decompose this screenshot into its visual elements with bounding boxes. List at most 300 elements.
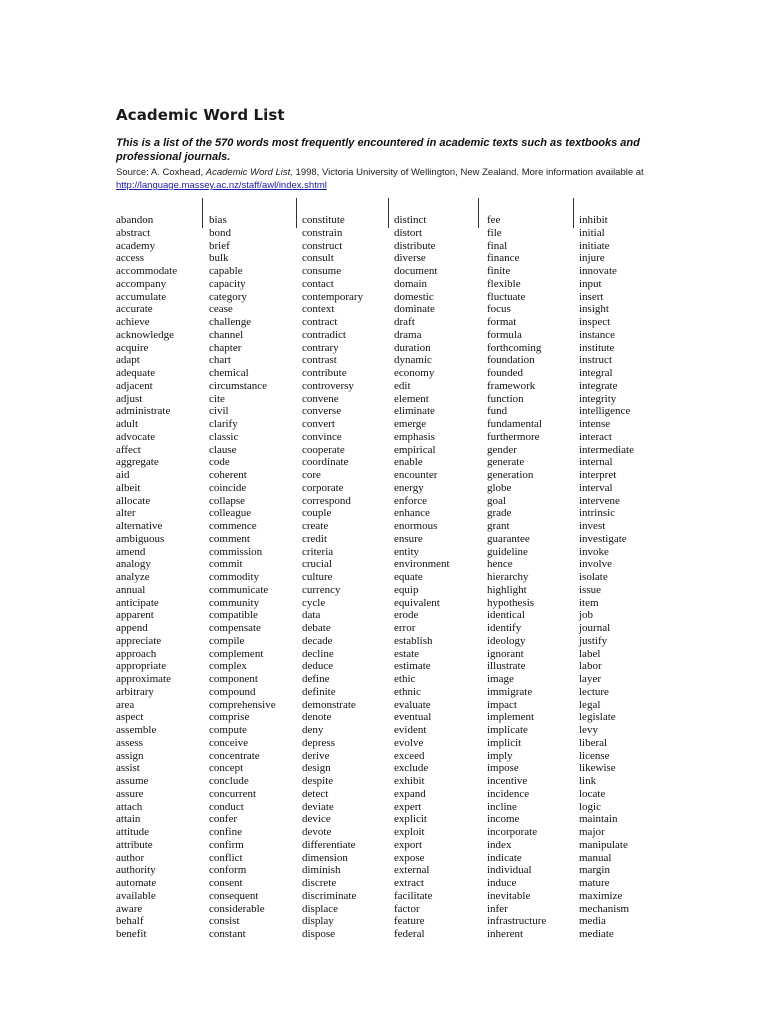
word-list-item: appreciate	[116, 634, 162, 647]
word-list-item: authority	[116, 864, 156, 877]
word-list-item: estate	[394, 647, 420, 660]
word-list-item: amend	[116, 545, 146, 558]
word-list-item: energy	[394, 481, 424, 494]
word-list-item: ideology	[487, 634, 526, 647]
word-list-item: format	[487, 316, 517, 328]
word-list-item: coherent	[209, 469, 247, 481]
word-list-item: confirm	[209, 838, 244, 851]
word-list-item: albeit	[116, 481, 141, 494]
word-list-item: displace	[302, 902, 339, 915]
word-list-item: incidence	[487, 787, 530, 800]
word-list-item: expand	[394, 787, 426, 800]
word-list-item: integrate	[579, 379, 618, 392]
word-list-item: commit	[209, 558, 243, 571]
word-list-item: inspect	[579, 316, 611, 328]
word-list-item: estimate	[394, 660, 431, 673]
word-list-item: levy	[579, 724, 598, 736]
word-list-item: civil	[209, 405, 229, 418]
word-list-item: criteria	[302, 545, 334, 558]
word-list-item: differentiate	[302, 838, 356, 851]
word-list-item: dominate	[394, 303, 435, 316]
word-list-item: collapse	[209, 494, 246, 507]
word-list-item: enable	[394, 456, 423, 469]
word-list-item: consume	[302, 265, 342, 277]
word-list-item: expert	[394, 800, 422, 813]
word-list-item: conform	[209, 864, 247, 877]
word-list-item: distort	[394, 226, 423, 239]
word-list-item: cease	[209, 303, 233, 316]
word-list-item: enforce	[394, 494, 427, 507]
word-list-item: lecture	[579, 685, 609, 698]
word-list-item: benefit	[116, 928, 147, 940]
word-list-item: adjust	[116, 392, 143, 405]
word-list-item: inherent	[487, 928, 524, 940]
word-list-item: component	[209, 673, 258, 685]
word-list-item: insert	[579, 290, 604, 303]
word-list-item: detect	[302, 787, 329, 800]
word-column-3	[302, 214, 363, 941]
word-list-item: aspect	[116, 711, 144, 724]
word-list-item: mediate	[579, 928, 614, 940]
word-list-item: diverse	[394, 252, 426, 265]
word-list-item: cycle	[302, 596, 326, 609]
word-list-item: identify	[487, 622, 522, 634]
word-list-item: impact	[487, 698, 517, 711]
word-list-item: guarantee	[487, 532, 530, 545]
word-list-item: accommodate	[116, 265, 178, 277]
word-list-item: assess	[116, 736, 143, 749]
word-column-1	[116, 214, 177, 941]
word-list-item: export	[394, 838, 423, 851]
word-list-item: definite	[302, 685, 336, 698]
word-list-item: communicate	[209, 583, 269, 596]
word-list-item: demonstrate	[302, 698, 356, 711]
word-list-item: depress	[302, 736, 335, 749]
word-list-item: liberal	[579, 736, 608, 749]
word-list-item: discriminate	[302, 889, 357, 902]
word-list-item: dimension	[302, 851, 348, 864]
word-list-item: dynamic	[394, 354, 432, 367]
word-list-item: classic	[209, 430, 239, 443]
word-list-item: innovate	[579, 265, 617, 277]
word-list-item: formula	[487, 328, 522, 341]
word-list-item: compute	[209, 724, 247, 736]
word-list-item: exceed	[394, 749, 425, 762]
word-list-item: conduct	[209, 800, 244, 813]
word-list-item: duration	[394, 341, 431, 354]
word-list-item: input	[579, 277, 602, 290]
word-list-item: circumstance	[209, 379, 268, 392]
word-list-item: contribute	[302, 367, 347, 379]
word-list-item: comment	[209, 532, 250, 545]
word-list-item: external	[394, 864, 430, 877]
word-list-item: convene	[302, 392, 339, 405]
source-link[interactable]: http://language.massey.ac.nz/staff/awl/index.shtml	[116, 180, 327, 191]
word-list-item: impose	[487, 762, 519, 775]
word-list-item: highlight	[487, 583, 527, 596]
word-list-item: justify	[579, 634, 608, 647]
word-list-item: fee	[487, 214, 501, 226]
word-list-item: capable	[209, 265, 243, 277]
word-list-item: decade	[302, 634, 333, 647]
word-list-item: ignorant	[487, 647, 524, 660]
word-list-item: display	[302, 915, 334, 928]
word-list-item: generate	[487, 456, 525, 469]
word-list-item: individual	[487, 864, 532, 877]
word-list-item: induce	[487, 877, 517, 889]
word-list-item: academy	[116, 239, 156, 252]
word-list-item: consent	[209, 877, 243, 889]
column-divider	[296, 198, 297, 228]
word-list-item: enhance	[394, 507, 431, 520]
word-list-item: acknowledge	[116, 328, 175, 341]
word-list-item: abandon	[116, 214, 154, 226]
word-list-item: appropriate	[116, 660, 167, 673]
word-list-item: annual	[116, 583, 146, 596]
word-list-item: area	[116, 698, 135, 711]
word-list-item: integrity	[579, 392, 617, 405]
word-list-item: controversy	[302, 379, 354, 392]
word-list-item: compatible	[209, 609, 258, 622]
word-list-item: indicate	[487, 851, 522, 864]
word-list-item: attribute	[116, 838, 153, 851]
column-divider	[202, 198, 203, 228]
word-list-item: aware	[116, 902, 143, 915]
word-list-item: instance	[579, 328, 616, 341]
word-list-item: injure	[579, 252, 605, 265]
word-list-item: consult	[302, 252, 334, 265]
word-list-item: hence	[487, 558, 513, 571]
word-list-item: generation	[487, 469, 534, 481]
word-list-item: analyze	[116, 571, 150, 583]
word-list-item: likewise	[579, 762, 616, 775]
word-list-item: behalf	[116, 915, 144, 928]
word-list-item: constant	[209, 928, 246, 940]
word-list-item: assume	[116, 775, 149, 787]
word-column-4	[394, 214, 450, 941]
word-list-item: founded	[487, 367, 524, 379]
word-list-item: finance	[487, 252, 520, 265]
word-list-item: deny	[302, 724, 324, 736]
word-list-item: economy	[394, 367, 435, 379]
word-list-item: attitude	[116, 826, 149, 838]
word-list-item: brief	[209, 239, 230, 252]
word-list-item: adapt	[116, 354, 140, 367]
word-list-item: isolate	[579, 571, 608, 583]
word-list-item: distinct	[394, 214, 427, 226]
word-list-item: environment	[394, 558, 450, 571]
word-list-item: forthcoming	[487, 341, 542, 354]
word-list-item: initial	[579, 226, 605, 239]
word-list-item: guideline	[487, 545, 528, 558]
intro-paragraph: This is a list of the 570 words most frequently encountered in academic texts such as textbooks and professional journals.	[116, 137, 640, 163]
column-divider	[478, 198, 479, 228]
word-list-item: credit	[302, 532, 328, 545]
word-list-item: eliminate	[394, 405, 435, 418]
word-list-item: corporate	[302, 481, 344, 494]
word-list-item: factor	[394, 902, 420, 915]
word-list-item: identical	[487, 609, 525, 622]
word-list-item: chemical	[209, 367, 249, 379]
word-list-item: exclude	[394, 762, 429, 775]
word-list-item: chart	[209, 354, 231, 367]
word-list-item: journal	[579, 622, 611, 634]
word-list-item: aid	[116, 469, 130, 481]
word-list-item: incorporate	[487, 826, 538, 838]
word-list-item: attach	[116, 800, 143, 813]
word-list-item: file	[487, 226, 502, 239]
word-list-item: media	[579, 915, 606, 928]
word-list-item: clarify	[209, 418, 238, 430]
word-list-item: available	[116, 889, 156, 902]
word-list-item: invoke	[579, 545, 609, 558]
word-list-item: acquire	[116, 341, 149, 354]
word-list-item: devote	[302, 826, 332, 838]
word-list-item: domain	[394, 277, 427, 290]
word-list-item: debate	[302, 622, 331, 634]
word-list-item: job	[579, 609, 594, 622]
word-list-item: assign	[116, 749, 144, 762]
word-list-item: bond	[209, 226, 231, 239]
word-list-item: diminish	[302, 864, 341, 877]
word-list-item: internal	[579, 456, 613, 469]
word-list-item: gender	[487, 443, 517, 456]
word-list-item: issue	[579, 583, 601, 596]
word-list-item: consequent	[209, 889, 259, 902]
word-list-item: decline	[302, 647, 334, 660]
word-list-item: involve	[579, 558, 612, 571]
word-list-item: interpret	[579, 469, 617, 481]
word-list-item: major	[579, 826, 605, 838]
word-list-item: eventual	[394, 711, 432, 724]
source-suffix: 1998, Victoria University of Wellington, New Zealand. More information available at	[292, 167, 644, 178]
word-list-item: document	[394, 265, 438, 277]
word-list-item: contrast	[302, 354, 337, 367]
word-list-item: arbitrary	[116, 685, 154, 698]
word-list-item: coincide	[209, 481, 247, 494]
word-list-item: fundamental	[487, 418, 542, 430]
word-list-item: construct	[302, 239, 343, 252]
word-list-item: final	[487, 239, 508, 252]
word-list-item: alternative	[116, 520, 163, 532]
word-list-item: institute	[579, 341, 615, 354]
word-list-item: income	[487, 813, 520, 826]
word-list-item: federal	[394, 928, 425, 940]
word-list-item: item	[579, 596, 599, 609]
column-divider	[388, 198, 389, 228]
word-list-item: equate	[394, 571, 423, 583]
word-list-item: focus	[487, 303, 511, 316]
word-list-item: establish	[394, 634, 433, 647]
word-list-item: converse	[302, 405, 342, 418]
word-list-item: confine	[209, 826, 242, 838]
word-list-item: immigrate	[487, 685, 533, 698]
column-divider	[573, 198, 574, 228]
word-list-item: commodity	[209, 571, 260, 583]
word-list-item: category	[209, 290, 247, 303]
word-list-item: correspond	[302, 494, 351, 507]
word-list-item: compound	[209, 685, 256, 698]
word-list-item: approach	[116, 647, 157, 660]
word-list-item: compile	[209, 634, 245, 647]
word-list-item: confer	[209, 813, 238, 826]
word-list-item: distribute	[394, 239, 436, 252]
word-list-item: data	[302, 609, 321, 622]
word-list-item: license	[579, 749, 610, 762]
word-list-item: interact	[579, 430, 612, 443]
word-list-item: maintain	[579, 813, 618, 826]
word-list-item: considerable	[209, 902, 265, 915]
word-list-item: hierarchy	[487, 571, 529, 583]
word-list-item: drama	[394, 328, 422, 341]
word-list-item: derive	[302, 749, 330, 762]
word-list-item: ethic	[394, 673, 416, 685]
word-list-item: convert	[302, 418, 335, 430]
word-list-item: manual	[579, 851, 612, 864]
word-list-item: link	[579, 775, 597, 787]
word-list-item: index	[487, 838, 512, 851]
word-list-item: crucial	[302, 558, 332, 571]
word-list-item: furthermore	[487, 430, 540, 443]
word-list-item: invest	[579, 520, 606, 532]
word-list-item: cooperate	[302, 443, 345, 456]
word-list-item: contract	[302, 316, 338, 328]
word-list-item: chapter	[209, 341, 242, 354]
word-list-item: evaluate	[394, 698, 431, 711]
word-list-item: deduce	[302, 660, 334, 673]
word-list-item: denote	[302, 711, 332, 724]
word-list-item: comprehensive	[209, 698, 276, 711]
word-list-item: bulk	[209, 252, 229, 265]
word-list-item: intelligence	[579, 405, 631, 418]
word-list-item: deviate	[302, 800, 334, 813]
word-list-item: investigate	[579, 532, 627, 545]
word-list-item: aggregate	[116, 456, 159, 469]
word-list-item: exploit	[394, 826, 425, 838]
word-list-item: adequate	[116, 367, 156, 379]
word-list-item: device	[302, 813, 331, 826]
word-list-item: conceive	[209, 736, 249, 749]
word-column-2	[209, 214, 276, 941]
word-list-item: insight	[579, 303, 609, 316]
word-list-item: concept	[209, 762, 244, 775]
word-list-item: clause	[209, 443, 237, 456]
word-list-item: implement	[487, 711, 535, 724]
word-list-item: function	[487, 392, 524, 405]
word-list-item: legislate	[579, 711, 616, 724]
source-work-title: Academic Word List,	[205, 167, 293, 178]
word-list-item: commission	[209, 545, 263, 558]
word-list-item: contemporary	[302, 290, 364, 303]
word-list-item: logic	[579, 800, 601, 813]
word-list-item: initiate	[579, 239, 610, 252]
word-list-item: label	[579, 647, 601, 660]
word-list-item: empirical	[394, 443, 436, 456]
word-list-item: compensate	[209, 622, 261, 634]
word-list-item: convince	[302, 430, 342, 443]
word-list-item: cite	[209, 392, 225, 405]
word-list-item: comprise	[209, 711, 250, 724]
word-list-item: constitute	[302, 214, 345, 226]
word-list-item: culture	[302, 571, 333, 583]
word-list-item: goal	[487, 494, 506, 507]
word-list-item: mechanism	[579, 902, 630, 915]
word-list-item: maximize	[579, 889, 623, 902]
word-list-item: contradict	[302, 328, 346, 341]
word-list-item: constrain	[302, 226, 343, 239]
word-list-item: contrary	[302, 341, 339, 354]
word-list-item: expose	[394, 851, 425, 864]
word-list-item: entity	[394, 545, 420, 558]
word-list-item: coordinate	[302, 456, 349, 469]
word-list-item: hypothesis	[487, 596, 535, 609]
word-list-item: abstract	[116, 226, 151, 239]
word-column-6	[579, 214, 634, 941]
word-list-item: concentrate	[209, 749, 260, 762]
word-list-item: assemble	[116, 724, 157, 736]
word-list-item: adult	[116, 418, 138, 430]
word-list-item: analogy	[116, 558, 151, 571]
word-list-item: grade	[487, 507, 512, 520]
word-list-item: colleague	[209, 507, 252, 520]
word-list-item: dispose	[302, 928, 335, 940]
word-list-item: ensure	[394, 532, 423, 545]
source-citation	[116, 166, 676, 180]
word-list-item: illustrate	[487, 660, 526, 673]
word-list-item: automate	[116, 877, 157, 889]
word-list-item: allocate	[116, 494, 151, 507]
word-list-item: alter	[116, 507, 136, 520]
word-list-item: assure	[116, 787, 144, 800]
word-list-item: complement	[209, 647, 264, 660]
word-list-item: challenge	[209, 316, 252, 328]
word-list-item: implicit	[487, 736, 522, 749]
word-list-item: equivalent	[394, 596, 440, 609]
word-list-item: conclude	[209, 775, 249, 787]
word-list-item: code	[209, 456, 230, 469]
word-list-item: access	[116, 252, 145, 265]
word-list-item: labor	[579, 660, 602, 673]
word-list-item: accompany	[116, 277, 167, 290]
page-title: Academic Word List	[116, 106, 285, 124]
word-list-item: domestic	[394, 290, 434, 303]
word-list-item: interval	[579, 481, 613, 494]
word-list-item: image	[487, 673, 514, 685]
word-list-item: discrete	[302, 877, 337, 889]
word-list-item: infer	[487, 902, 508, 915]
word-list-item: administrate	[116, 405, 171, 418]
word-list-item: intense	[579, 418, 611, 430]
word-column-5	[487, 214, 546, 941]
source-prefix: Source: A. Coxhead,	[116, 167, 206, 178]
word-list-item: achieve	[116, 316, 150, 328]
word-list-item: integral	[579, 367, 613, 379]
word-list-item: attain	[116, 813, 141, 826]
word-list-item: finite	[487, 265, 511, 277]
word-list-item: emerge	[394, 418, 427, 430]
word-list-item: locate	[579, 787, 606, 800]
word-list-item: fluctuate	[487, 290, 526, 303]
word-list-item: assist	[116, 762, 140, 775]
word-list-item: adjacent	[116, 379, 153, 392]
word-list-item: commence	[209, 520, 257, 532]
word-list-item: accumulate	[116, 290, 167, 303]
word-list-item: fund	[487, 405, 508, 418]
word-list-item: apparent	[116, 609, 154, 622]
word-list-item: concurrent	[209, 787, 257, 800]
word-list-item: imply	[487, 749, 513, 762]
word-list-item: complex	[209, 660, 247, 673]
